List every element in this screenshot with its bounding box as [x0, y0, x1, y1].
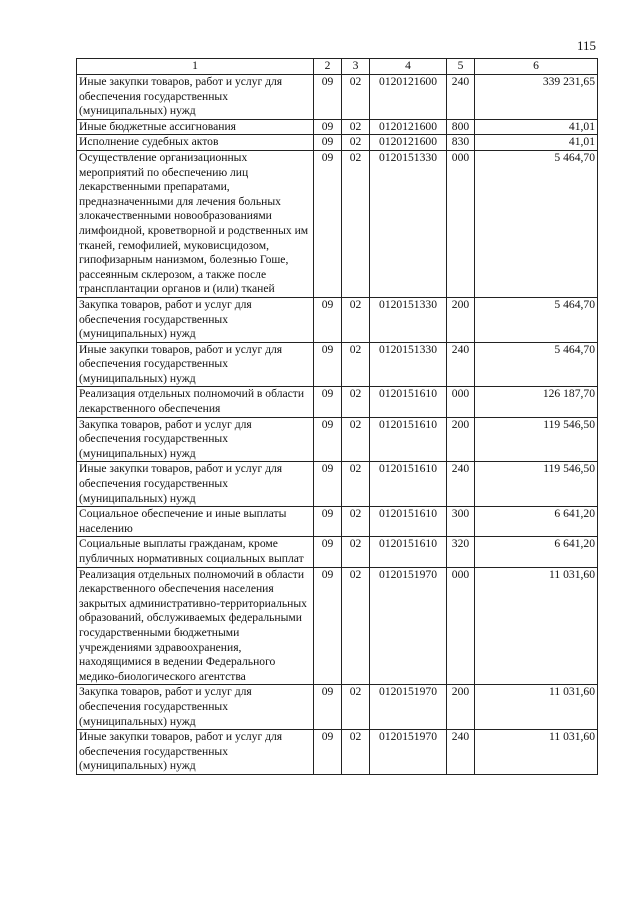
- row-section: 09: [314, 685, 342, 730]
- row-subsection: 02: [342, 567, 370, 685]
- row-name: Иные закупки товаров, работ и услуг для обеспечения государственных (муниципальных) нужд: [77, 462, 314, 507]
- row-amount: 6 641,20: [475, 537, 598, 567]
- row-amount: 5 464,70: [475, 297, 598, 342]
- row-name: Социальное обеспечение и иные выплаты населению: [77, 507, 314, 537]
- row-expense-type: 200: [447, 685, 475, 730]
- row-amount: 41,01: [475, 135, 598, 151]
- row-amount: 126 187,70: [475, 387, 598, 417]
- row-section: 09: [314, 730, 342, 775]
- row-target-code: 0120121600: [370, 119, 447, 135]
- row-subsection: 02: [342, 135, 370, 151]
- table-row: [77, 417, 598, 462]
- row-name: Иные закупки товаров, работ и услуг для обеспечения государственных (муниципальных) нужд: [77, 730, 314, 775]
- row-amount: 339 231,65: [475, 75, 598, 120]
- row-target-code: 0120151330: [370, 342, 447, 387]
- row-name: Иные закупки товаров, работ и услуг для обеспечения государственных (муниципальных) нужд: [77, 342, 314, 387]
- row-section: 09: [314, 135, 342, 151]
- row-amount: 11 031,60: [475, 730, 598, 775]
- row-section: 09: [314, 387, 342, 417]
- row-subsection: 02: [342, 342, 370, 387]
- row-section: 09: [314, 150, 342, 297]
- table-row: [77, 150, 598, 297]
- table-row: [77, 342, 598, 387]
- row-target-code: 0120151610: [370, 507, 447, 537]
- row-amount: 11 031,60: [475, 567, 598, 685]
- row-expense-type: 200: [447, 417, 475, 462]
- row-expense-type: 000: [447, 387, 475, 417]
- row-subsection: 02: [342, 119, 370, 135]
- table-row: [77, 685, 598, 730]
- row-target-code: 0120151970: [370, 567, 447, 685]
- row-amount: 11 031,60: [475, 685, 598, 730]
- row-expense-type: 240: [447, 75, 475, 120]
- row-section: 09: [314, 567, 342, 685]
- row-amount: 119 546,50: [475, 417, 598, 462]
- row-expense-type: 800: [447, 119, 475, 135]
- row-expense-type: 300: [447, 507, 475, 537]
- row-target-code: 0120151970: [370, 685, 447, 730]
- row-expense-type: 830: [447, 135, 475, 151]
- row-section: 09: [314, 462, 342, 507]
- row-target-code: 0120151970: [370, 730, 447, 775]
- row-name: Реализация отдельных полномочий в области лекарственного обеспечения населения закрытых административно-территориальных образований, обслуживаемых федеральными государственными бюджетными учреждениями здравоохранения, находящимися в ведении Федерального медико-биологического агентства: [77, 567, 314, 685]
- row-subsection: 02: [342, 297, 370, 342]
- row-subsection: 02: [342, 730, 370, 775]
- header-col-2: 2: [314, 59, 342, 75]
- row-subsection: 02: [342, 417, 370, 462]
- row-subsection: 02: [342, 507, 370, 537]
- table-row: [77, 567, 598, 685]
- table-row: [77, 135, 598, 151]
- row-subsection: 02: [342, 387, 370, 417]
- row-expense-type: 240: [447, 462, 475, 507]
- row-name: Закупка товаров, работ и услуг для обеспечения государственных (муниципальных) нужд: [77, 685, 314, 730]
- row-subsection: 02: [342, 462, 370, 507]
- row-section: 09: [314, 75, 342, 120]
- row-name: Осуществление организационных мероприятий по обеспечению лиц лекарственными препаратами, предназначенными для лечения больных злокачественными новообразованиями лимфоидной, кроветворной и родственных им тканей, гемофилией, муковисцидозом, гипофизарным нанизмом, болезнью Гоше, рассеянным склерозом, а также после трансплантации органов и (или) тканей: [77, 150, 314, 297]
- table-row: [77, 75, 598, 120]
- row-target-code: 0120151610: [370, 462, 447, 507]
- table-row: [77, 297, 598, 342]
- row-expense-type: 320: [447, 537, 475, 567]
- row-expense-type: 240: [447, 730, 475, 775]
- table-row: [77, 730, 598, 775]
- row-section: 09: [314, 537, 342, 567]
- row-name: Закупка товаров, работ и услуг для обеспечения государственных (муниципальных) нужд: [77, 297, 314, 342]
- row-name: Исполнение судебных актов: [77, 135, 314, 151]
- row-section: 09: [314, 342, 342, 387]
- table-row: [77, 119, 598, 135]
- table-row: [77, 507, 598, 537]
- table-row: [77, 387, 598, 417]
- row-section: 09: [314, 417, 342, 462]
- row-section: 09: [314, 507, 342, 537]
- row-expense-type: 000: [447, 150, 475, 297]
- row-target-code: 0120151610: [370, 537, 447, 567]
- row-target-code: 0120151610: [370, 387, 447, 417]
- budget-table: [76, 58, 598, 775]
- row-target-code: 0120121600: [370, 75, 447, 120]
- table-row: [77, 462, 598, 507]
- row-expense-type: 000: [447, 567, 475, 685]
- row-name: Реализация отдельных полномочий в области лекарственного обеспечения: [77, 387, 314, 417]
- row-expense-type: 200: [447, 297, 475, 342]
- header-col-1: 1: [77, 59, 314, 75]
- row-amount: 119 546,50: [475, 462, 598, 507]
- row-target-code: 0120151610: [370, 417, 447, 462]
- row-section: 09: [314, 119, 342, 135]
- header-col-6: 6: [475, 59, 598, 75]
- row-subsection: 02: [342, 537, 370, 567]
- row-name: Иные бюджетные ассигнования: [77, 119, 314, 135]
- row-name: Социальные выплаты гражданам, кроме публичных нормативных социальных выплат: [77, 537, 314, 567]
- row-section: 09: [314, 297, 342, 342]
- page-number: 115: [576, 38, 596, 53]
- table-body: [77, 75, 598, 775]
- row-amount: 6 641,20: [475, 507, 598, 537]
- row-subsection: 02: [342, 685, 370, 730]
- row-amount: 41,01: [475, 119, 598, 135]
- table-header-row: [77, 59, 598, 75]
- row-subsection: 02: [342, 75, 370, 120]
- row-amount: 5 464,70: [475, 342, 598, 387]
- row-subsection: 02: [342, 150, 370, 297]
- row-name: Закупка товаров, работ и услуг для обеспечения государственных (муниципальных) нужд: [77, 417, 314, 462]
- header-col-4: 4: [370, 59, 447, 75]
- row-amount: 5 464,70: [475, 150, 598, 297]
- table-row: [77, 537, 598, 567]
- header-col-5: 5: [447, 59, 475, 75]
- row-name: Иные закупки товаров, работ и услуг для обеспечения государственных (муниципальных) нужд: [77, 75, 314, 120]
- row-target-code: 0120151330: [370, 150, 447, 297]
- row-target-code: 0120151330: [370, 297, 447, 342]
- row-expense-type: 240: [447, 342, 475, 387]
- row-target-code: 0120121600: [370, 135, 447, 151]
- header-col-3: 3: [342, 59, 370, 75]
